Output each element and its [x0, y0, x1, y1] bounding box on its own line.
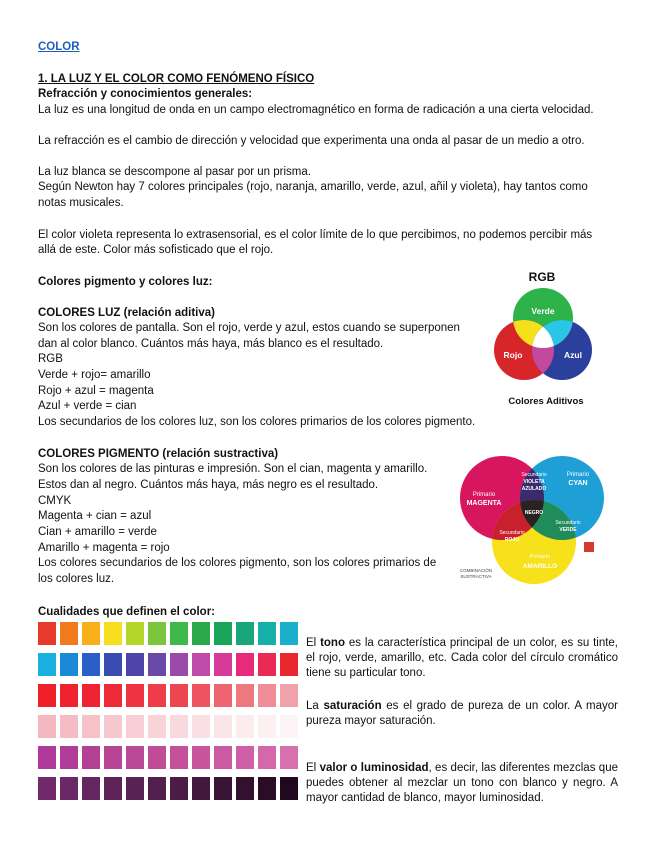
color-swatch — [126, 684, 144, 707]
color-swatch — [126, 746, 144, 769]
rgb-label-green: Verde — [531, 306, 555, 316]
saturacion-term: saturación — [323, 700, 382, 712]
rgb-label-blue: Azul — [564, 350, 582, 360]
color-swatch — [214, 622, 232, 645]
color-swatch — [60, 746, 78, 769]
swatch-row — [38, 715, 298, 738]
green-label-2: VERDE — [559, 527, 577, 533]
section-1-subheading: Refracción y conocimientos generales: — [38, 88, 253, 100]
pigmento-line: Magenta + cian = azul — [38, 510, 152, 522]
color-swatch — [258, 684, 276, 707]
luz-line: Rojo + azul = magenta — [38, 385, 154, 397]
green-label-1: Secundario — [555, 520, 581, 526]
qualities-heading: Cualidades que definen el color: — [38, 606, 216, 618]
swatch-row — [38, 684, 298, 707]
color-swatch — [280, 622, 298, 645]
color-swatch — [236, 715, 254, 738]
color-swatch — [258, 746, 276, 769]
pigmento-line: CMYK — [38, 495, 72, 507]
saturacion-prefix: La — [306, 700, 324, 712]
logo-stamp-icon — [584, 542, 594, 552]
color-swatch — [38, 684, 56, 707]
color-swatch — [258, 653, 276, 676]
color-swatch — [60, 715, 78, 738]
cmy-caption-2: SUSTRACTIVA — [460, 574, 492, 579]
color-swatch — [280, 653, 298, 676]
pigmento-line: Los colores secundarios de los colores pigmento, son los colores primarios de — [38, 557, 437, 569]
color-swatch — [170, 622, 188, 645]
color-swatch — [192, 622, 210, 645]
pigmento-line: Amarillo + magenta = rojo — [38, 542, 170, 554]
document-title[interactable]: COLOR — [38, 41, 80, 53]
cyan-label-1: Primario — [566, 472, 590, 478]
rgb-diagram-caption: Colores Aditivos — [508, 396, 584, 407]
color-swatch — [214, 684, 232, 707]
color-swatch — [236, 777, 254, 800]
color-swatch — [236, 622, 254, 645]
color-swatch — [38, 653, 56, 676]
paragraph-line: La refracción es el cambio de dirección y velocidad que experimenta una onda al pasar de un medio a otro. — [38, 135, 585, 147]
color-swatch — [236, 653, 254, 676]
paragraph-line: La luz es una longitud de onda en un campo electromagnético en forma de radicación a una cierta velocidad. — [38, 104, 594, 116]
color-swatch — [148, 777, 166, 800]
magenta-label-1: Primario — [472, 492, 496, 498]
color-swatch — [214, 746, 232, 769]
violet-label-2: VIOLETA — [523, 479, 545, 485]
color-swatch — [60, 684, 78, 707]
color-swatch — [280, 746, 298, 769]
color-swatch — [170, 746, 188, 769]
rgb-additive-diagram — [486, 270, 606, 410]
color-swatch — [82, 715, 100, 738]
color-swatch — [82, 746, 100, 769]
rgb-label-red: Rojo — [503, 350, 523, 360]
luz-line: RGB — [38, 353, 63, 365]
color-swatch — [38, 622, 56, 645]
color-swatch — [38, 746, 56, 769]
yellow-label-2: AMARILLO — [522, 563, 558, 570]
color-swatch — [104, 622, 122, 645]
red-label-1: Secundario — [499, 530, 525, 536]
color-swatch — [280, 777, 298, 800]
color-swatch — [192, 715, 210, 738]
color-swatch — [126, 622, 144, 645]
luz-line: Azul + verde = cian — [38, 400, 137, 412]
paragraph-line: El color violeta representa lo extrasensorial, es el color límite de lo que percibimos, no podemos percibir más — [38, 229, 593, 241]
tono-text: es la característica principal de un color, es su tinte, el rojo, verde, amarillo, etc. Cada color del círculo cromático tiene su particular tono. — [306, 637, 618, 679]
magenta-label-2: MAGENTA — [466, 500, 502, 507]
pigmento-heading: COLORES PIGMENTO (relación sustractiva) — [38, 448, 279, 460]
cmy-caption-1: COMBINACIÓN — [459, 568, 493, 573]
color-swatch — [192, 653, 210, 676]
swatch-row — [38, 777, 298, 800]
color-swatch — [148, 684, 166, 707]
paragraph-line: notas musicales. — [38, 197, 124, 209]
color-swatch — [126, 777, 144, 800]
color-swatch — [60, 653, 78, 676]
color-swatch — [148, 622, 166, 645]
color-swatch — [38, 777, 56, 800]
luz-line: Verde + rojo= amarillo — [38, 369, 151, 381]
tono-paragraph — [306, 636, 618, 681]
color-swatch — [170, 684, 188, 707]
color-swatch — [82, 777, 100, 800]
color-swatch — [280, 684, 298, 707]
color-swatch — [126, 653, 144, 676]
violet-label-1: Secundario — [521, 472, 547, 478]
swatch-row — [38, 622, 298, 645]
center-black-label: NEGRO — [524, 510, 544, 516]
red-label-2: ROJO — [504, 537, 520, 543]
color-swatch — [60, 622, 78, 645]
color-swatch — [236, 746, 254, 769]
valor-term: valor o luminosidad — [319, 762, 429, 774]
rgb-diagram-title: RGB — [528, 270, 556, 284]
pigmento-line: Cian + amarillo = verde — [38, 526, 157, 538]
pigment-light-heading: Colores pigmento y colores luz: — [38, 276, 213, 288]
color-swatch — [82, 653, 100, 676]
color-swatch — [38, 715, 56, 738]
color-swatch — [104, 777, 122, 800]
luz-line: Son los colores de pantalla. Son el rojo, verde y azul, estos cuando se superponen — [38, 322, 460, 334]
pigmento-line: Son los colores de las pinturas e impresión. Son el cian, magenta y amarillo. — [38, 463, 428, 475]
tono-term: tono — [320, 637, 345, 649]
color-swatch — [82, 622, 100, 645]
color-swatch — [214, 715, 232, 738]
color-swatch — [170, 653, 188, 676]
color-swatch — [104, 715, 122, 738]
cmy-subtractive-diagram — [454, 448, 614, 590]
color-swatch — [104, 653, 122, 676]
color-swatch — [192, 684, 210, 707]
pigmento-line: Estos dan al negro. Cuántos más haya, más negro es el resultado. — [38, 479, 379, 491]
pigmento-line: los colores luz. — [38, 573, 115, 585]
color-swatch — [148, 653, 166, 676]
saturacion-text: es el grado de pureza de un color. A mayor pureza mayor saturación. — [306, 700, 618, 727]
luz-line: dan al color blanco. Cuántos más haya, más blanco es el resultado. — [38, 338, 384, 350]
color-swatch — [258, 622, 276, 645]
color-swatch — [192, 746, 210, 769]
valor-prefix: El — [306, 762, 320, 774]
color-swatch — [214, 777, 232, 800]
rgb-venn — [486, 288, 606, 398]
tono-prefix: El — [306, 637, 321, 649]
swatch-row — [38, 746, 298, 769]
luz-line: Los secundarios de los colores luz, son los colores primarios de los colores pigmento. — [38, 416, 476, 428]
color-swatch-grid — [38, 622, 298, 808]
paragraph-line: allá de este. Color más sofisticado que el rojo. — [38, 244, 274, 256]
color-swatch — [170, 777, 188, 800]
yellow-label-1: Primario — [529, 554, 551, 560]
cyan-label-2: CYAN — [568, 480, 588, 487]
valor-paragraph — [306, 761, 618, 806]
color-swatch — [104, 746, 122, 769]
color-swatch — [126, 715, 144, 738]
color-swatch — [60, 777, 78, 800]
section-1-heading: 1. LA LUZ Y EL COLOR COMO FENÓMENO FÍSICO — [38, 73, 315, 85]
valor-text: , es decir, las diferentes mezclas que puedes obtener al mezclar un tono con blanco y negro. A mayor cantidad de blanco, mayor luminosidad. — [306, 762, 618, 804]
paragraph-line: La luz blanca se descompone al pasar por un prisma. — [38, 166, 311, 178]
paragraph-line: Según Newton hay 7 colores principales (rojo, naranja, amarillo, verde, azul, añil y violeta), hay tantos como — [38, 181, 588, 193]
color-swatch — [192, 777, 210, 800]
color-swatch — [258, 715, 276, 738]
color-swatch — [214, 653, 232, 676]
color-swatch — [148, 746, 166, 769]
saturacion-paragraph — [306, 699, 618, 729]
color-swatch — [104, 684, 122, 707]
color-swatch — [280, 715, 298, 738]
color-swatch — [148, 715, 166, 738]
color-swatch — [236, 684, 254, 707]
swatch-row — [38, 653, 298, 676]
color-swatch — [82, 684, 100, 707]
luz-heading: COLORES LUZ (relación aditiva) — [38, 307, 215, 319]
violet-label-3: AZULADO — [521, 486, 547, 492]
color-swatch — [170, 715, 188, 738]
color-swatch — [258, 777, 276, 800]
